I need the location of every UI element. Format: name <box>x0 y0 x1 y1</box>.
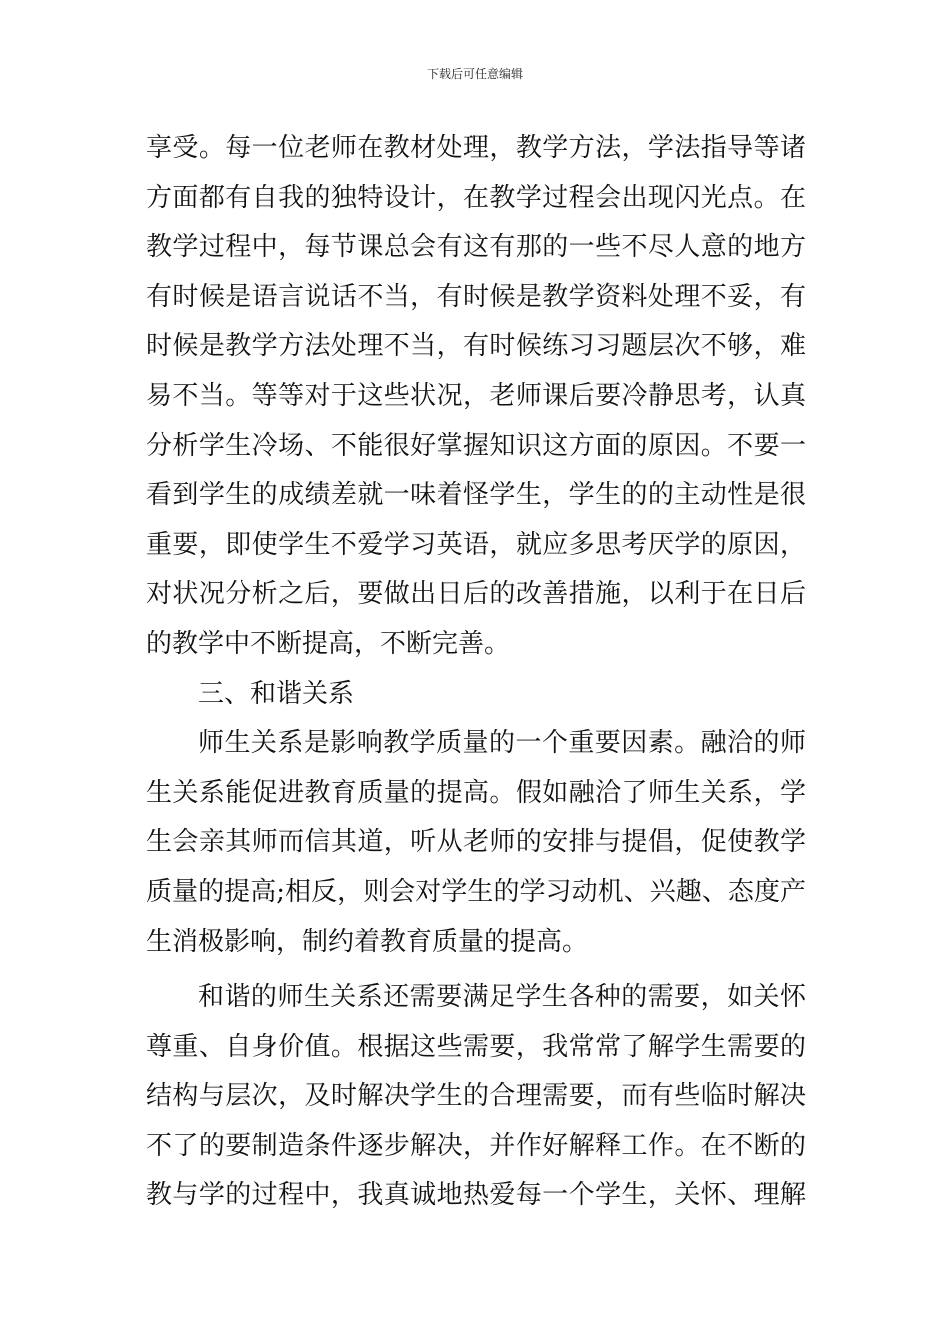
document-body <box>146 124 806 1221</box>
section-heading: 三、和谐关系 <box>198 678 355 709</box>
text-line: 方面都有自我的独特设计，在教学过程会出现闪光点。在 <box>146 182 806 213</box>
text-line: 时候是教学方法处理不当，有时候练习习题层次不够，难 <box>146 331 806 362</box>
text-line: 教学过程中，每节课总会有这有那的一些不尽人意的地方 <box>146 232 806 263</box>
text-line: 不了的要制造条件逐步解决，并作好解释工作。在不断的 <box>146 1130 806 1161</box>
text-line: 尊重、自身价值。根据这些需要，我常常了解学生需要的 <box>146 1031 806 1062</box>
text-line: 分析学生冷场、不能很好掌握知识这方面的原因。不要一 <box>146 430 806 461</box>
text-line: 结构与层次，及时解决学生的合理需要，而有些临时解决 <box>146 1081 806 1112</box>
text-line: 的教学中不断提高，不断完善。 <box>146 628 511 659</box>
text-line: 生消极影响，制约着教育质量的提高。 <box>146 926 589 957</box>
text-line: 质量的提高;相反，则会对学生的学习动机、兴趣、态度产 <box>146 876 806 907</box>
text-line: 易不当。等等对于这些状况，老师课后要冷静思考，认真 <box>146 380 806 411</box>
text-line: 有时候是语言说话不当，有时候是教学资料处理不妥，有 <box>146 281 806 312</box>
text-line: 对状况分析之后，要做出日后的改善措施，以利于在日后 <box>146 579 806 610</box>
text-line: 生关系能促进教育质量的提高。假如融洽了师生关系，学 <box>146 777 806 808</box>
text-line: 生会亲其师而信其道，听从老师的安排与提倡，促使教学 <box>146 827 806 858</box>
text-line: 享受。每一位老师在教材处理，教学方法，学法指导等诸 <box>146 133 806 163</box>
text-line: 看到学生的成绩差就一味着怪学生，学生的的主动性是很 <box>146 480 806 511</box>
text-line: 重要，即使学生不爱学习英语，就应多思考厌学的原因， <box>146 529 806 560</box>
page-header: 下载后可任意编辑 <box>426 67 523 81</box>
text-line: 教与学的过程中，我真诚地热爱每一个学生，关怀、理解 <box>146 1180 806 1211</box>
text-line: 师生关系是影响教学质量的一个重要因素。融洽的师 <box>198 728 806 759</box>
text-line: 和谐的师生关系还需要满足学生各种的需要，如关怀 <box>198 982 806 1013</box>
